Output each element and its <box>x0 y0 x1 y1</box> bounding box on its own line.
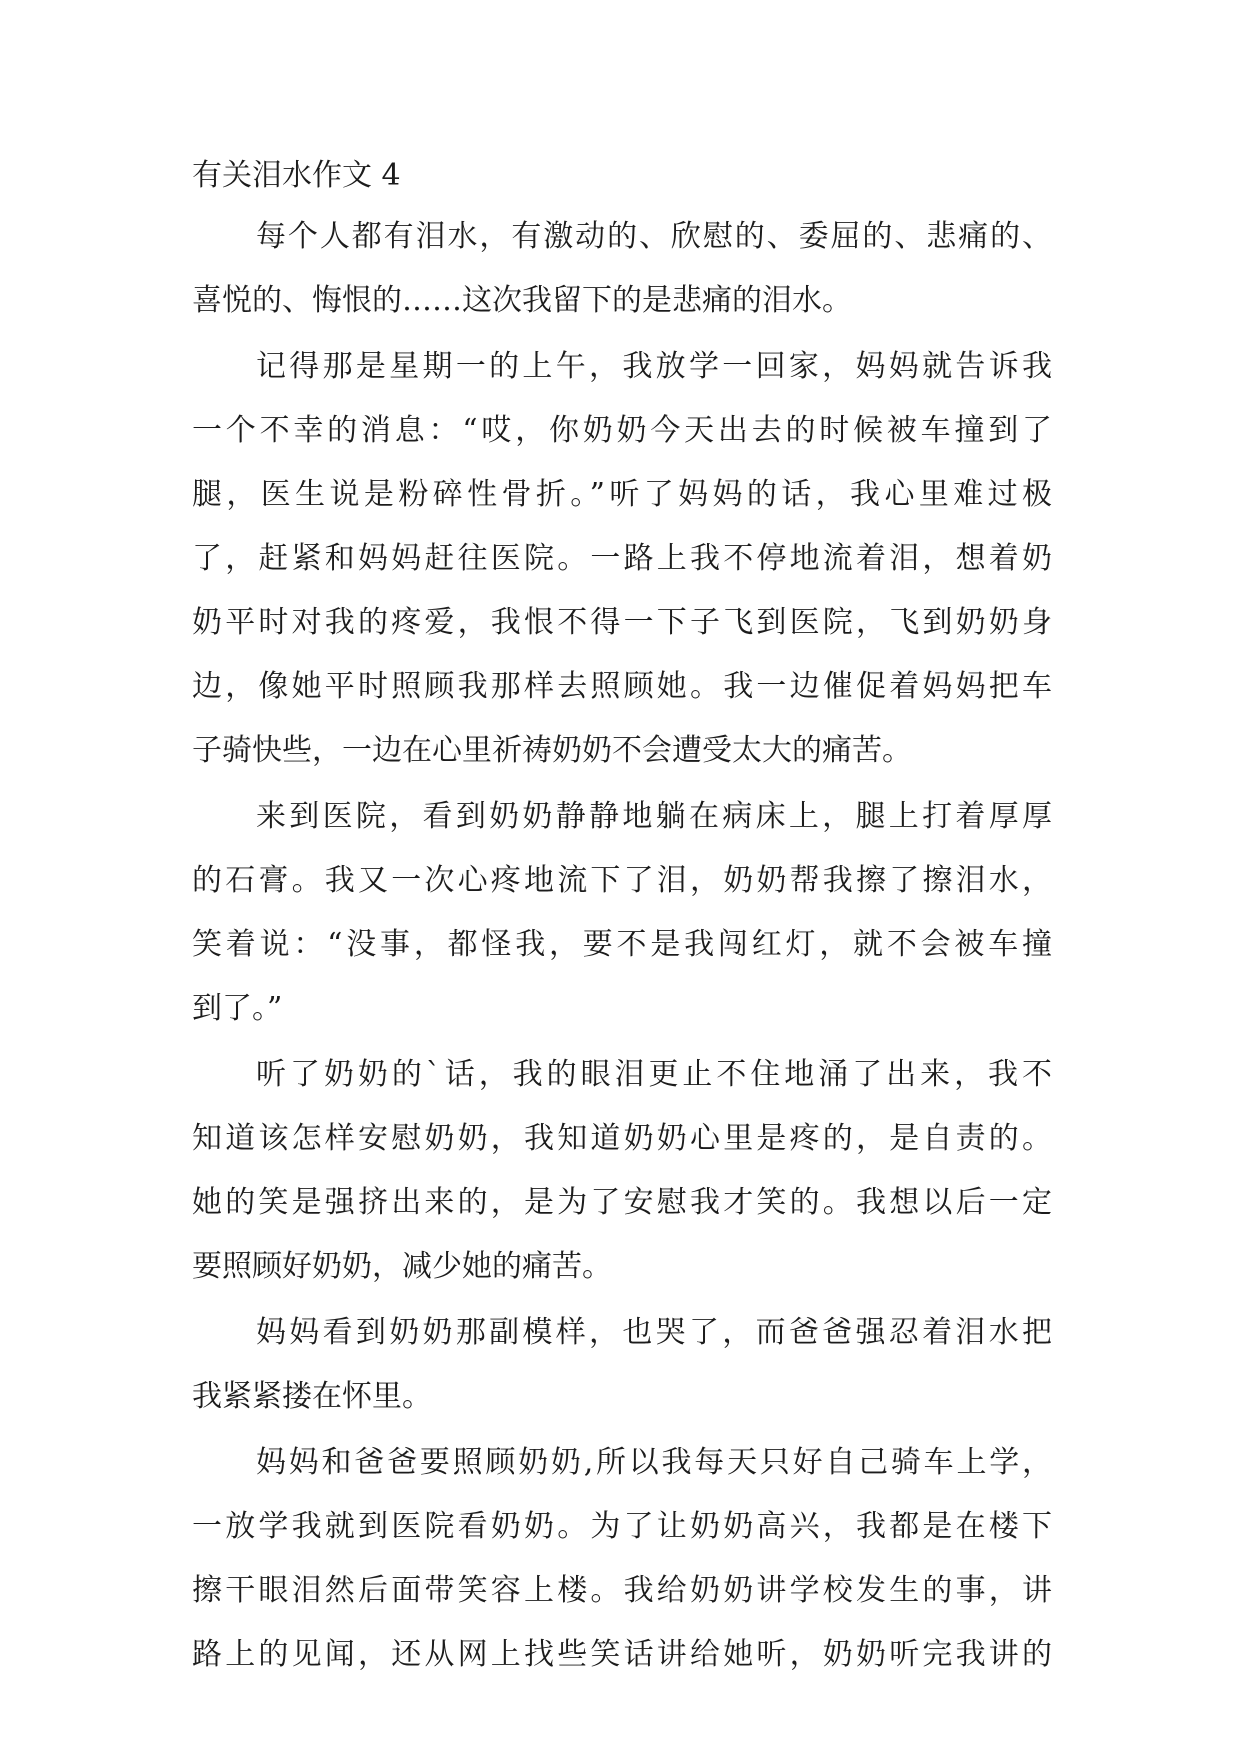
text-line: 到了。” <box>192 991 283 1026</box>
text-line: 边，像她平时照顾我那样去照顾她。我一边催促着妈妈把车 <box>192 669 1052 704</box>
text-line: 奶平时对我的疼爱，我恨不得一下子飞到医院，飞到奶奶身 <box>192 605 1052 640</box>
text-line: 一个不幸的消息：“哎，你奶奶今天出去的时候被车撞到了 <box>192 413 1052 448</box>
text-line: 喜悦的、悔恨的……这次我留下的是悲痛的泪水。 <box>192 283 852 318</box>
text-line: 妈妈和爸爸要照顾奶奶,所以我每天只好自己骑车上学， <box>256 1445 1052 1480</box>
paragraph-5 <box>192 1310 1052 1420</box>
text-line: 子骑快些，一边在心里祈祷奶奶不会遭受太大的痛苦。 <box>192 733 912 768</box>
text-line: 笑着说：“没事，都怪我，要不是我闯红灯，就不会被车撞 <box>192 927 1052 962</box>
text-line: 的石膏。我又一次心疼地流下了泪，奶奶帮我擦了擦泪水， <box>192 863 1052 898</box>
text-line: 擦干眼泪然后面带笑容上楼。我给奶奶讲学校发生的事，讲 <box>192 1573 1052 1608</box>
text-line: 每个人都有泪水，有激动的、欣慰的、委屈的、悲痛的、 <box>256 219 1052 254</box>
paragraph-6 <box>192 1440 1052 1678</box>
text-line: 了，赶紧和妈妈赶往医院。一路上我不停地流着泪，想着奶 <box>192 541 1052 576</box>
document-body <box>192 156 1052 1698</box>
paragraph-1 <box>192 214 1052 324</box>
text-line: 来到医院，看到奶奶静静地躺在病床上，腿上打着厚厚 <box>256 799 1052 834</box>
text-line: 路上的见闻，还从网上找些笑话讲给她听，奶奶听完我讲的 <box>192 1637 1052 1672</box>
text-line: 我紧紧搂在怀里。 <box>192 1379 432 1414</box>
text-line: 妈妈看到奶奶那副模样，也哭了，而爸爸强忍着泪水把 <box>256 1315 1052 1350</box>
text-line: 听了奶奶的`话，我的眼泪更止不住地涌了出来，我不 <box>256 1057 1052 1092</box>
text-line: 一放学我就到医院看奶奶。为了让奶奶高兴，我都是在楼下 <box>192 1509 1052 1544</box>
paragraph-3 <box>192 794 1052 1032</box>
text-line: 要照顾好奶奶，减少她的痛苦。 <box>192 1249 612 1284</box>
document-title: 有关泪水作文 4 <box>192 158 401 193</box>
text-line: 记得那是星期一的上午，我放学一回家，妈妈就告诉我 <box>256 349 1052 384</box>
text-line: 腿，医生说是粉碎性骨折。”听了妈妈的话，我心里难过极 <box>192 477 1052 512</box>
paragraph-2 <box>192 344 1052 774</box>
paragraph-4 <box>192 1052 1052 1290</box>
text-line: 她的笑是强挤出来的，是为了安慰我才笑的。我想以后一定 <box>192 1185 1052 1220</box>
text-line: 知道该怎样安慰奶奶，我知道奶奶心里是疼的，是自责的。 <box>192 1121 1052 1156</box>
